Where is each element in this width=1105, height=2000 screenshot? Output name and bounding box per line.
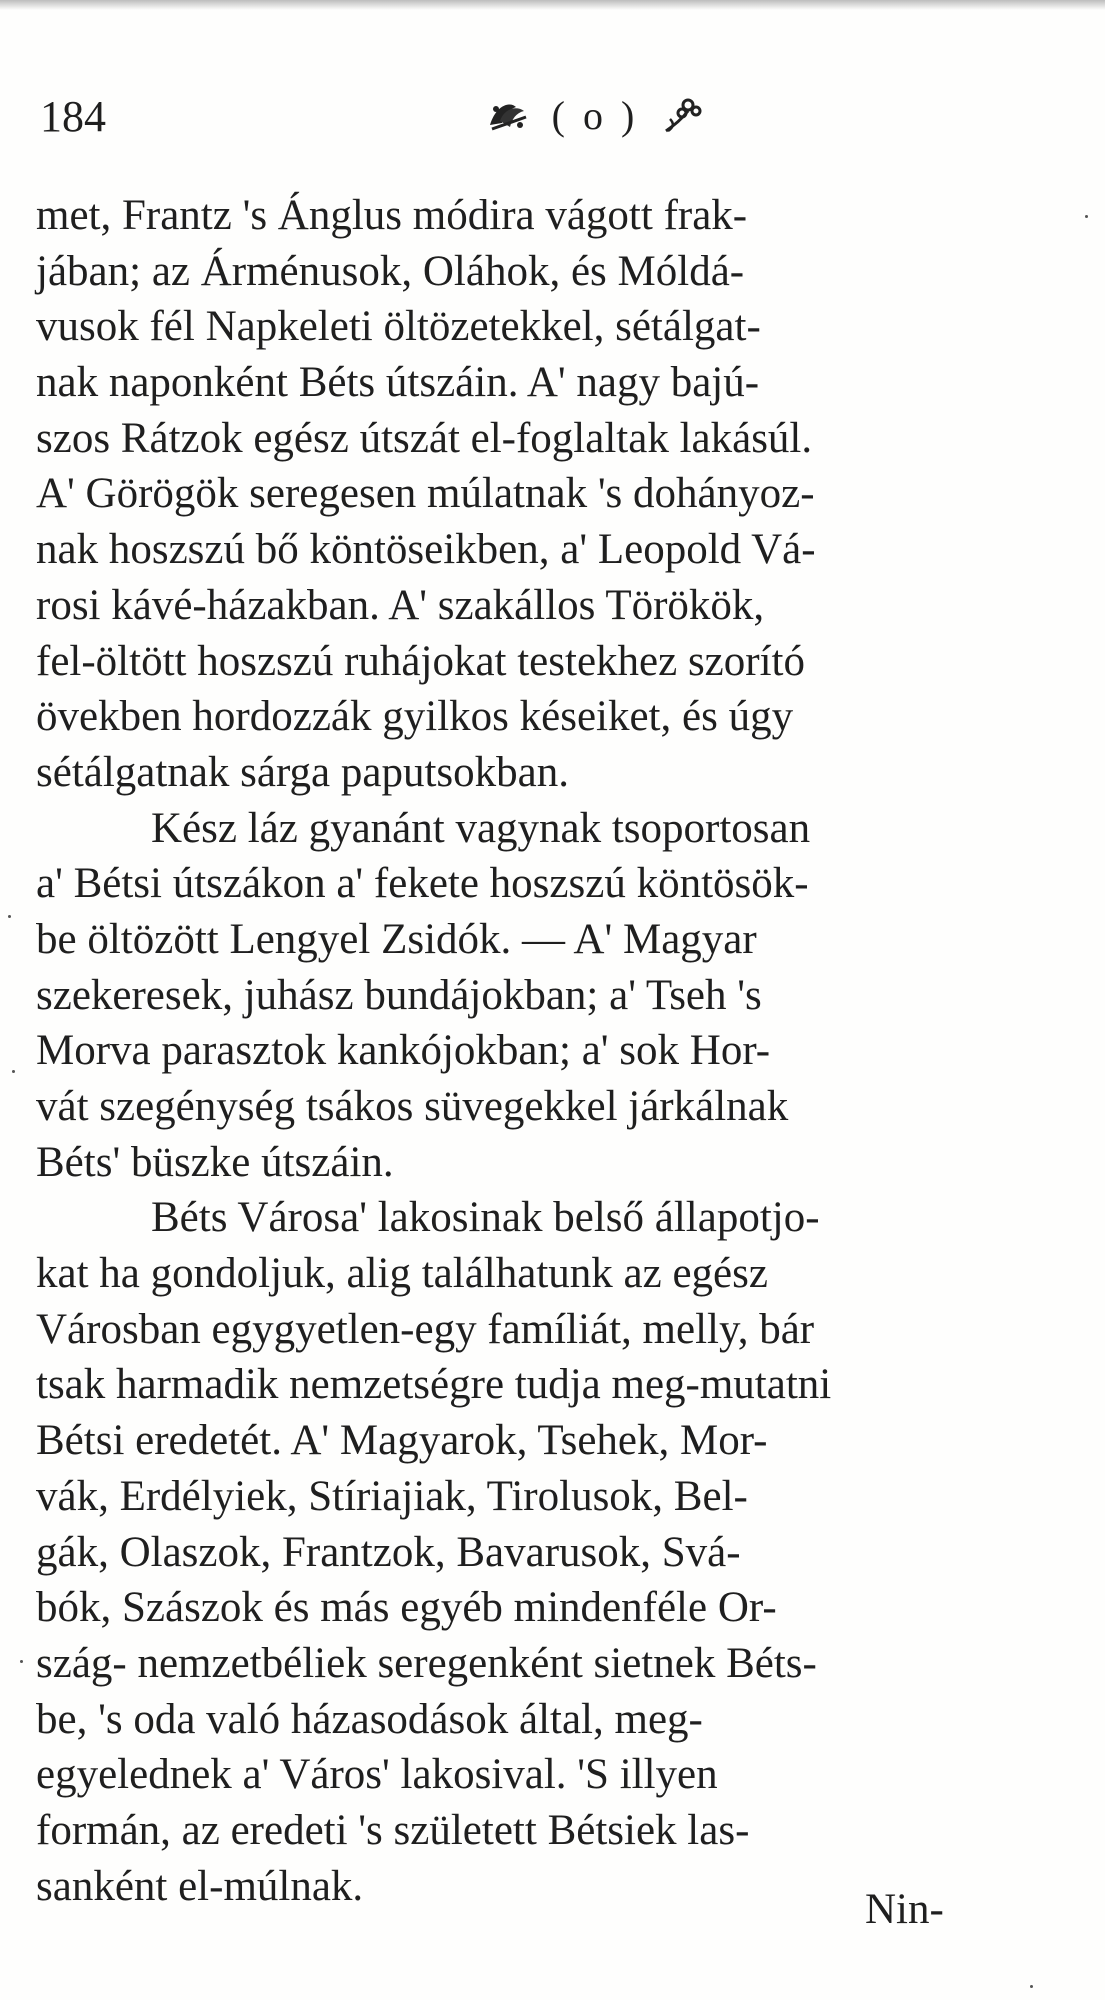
text-line: sanként el-múlnak.: [36, 1862, 364, 1910]
leaf-ornament-icon: [486, 95, 530, 135]
text-line: jában; az Árménusok, Oláhok, és Móldá-: [36, 247, 745, 295]
text-line: övekben hordozzák gyilkos késeiket, és úgy: [36, 693, 794, 741]
paper-speck: [20, 1660, 23, 1663]
text-line: kat ha gondoljuk, alig találhatunk az egész: [36, 1250, 768, 1298]
text-line: tsak harmadik nemzetségre tudja meg-mutatni: [36, 1361, 832, 1409]
text-line: gák, Olaszok, Frantzok, Bavarusok, Svá-: [36, 1528, 741, 1576]
text-line: sétálgatnak sárga paputsokban.: [36, 748, 569, 796]
page-number: 184: [40, 92, 106, 141]
running-head-text: ( o ): [551, 92, 639, 138]
text-line: vusok fél Napkeleti öltözetekkel, sétálgat-: [36, 303, 761, 351]
paper-speck: [1085, 215, 1088, 218]
text-line: Bétsi eredetét. A' Magyarok, Tsehek, Mor-: [36, 1417, 768, 1465]
page-top-shadow: [0, 0, 1105, 10]
text-line: szág- nemzetbéliek seregenként sietnek Béts-: [36, 1639, 817, 1687]
text-line: bók, Szászok és más egyéb mindenféle Or-: [36, 1584, 777, 1632]
text-line: nak naponként Béts útszáin. A' nagy bajú-: [36, 359, 760, 407]
text-line: A' Görögök seregesen múlatnak 's dohányoz-: [36, 470, 815, 518]
body-text: [36, 188, 1016, 1914]
text-line: be öltözött Lengyel Zsidók. — A' Magyar: [36, 915, 757, 963]
paper-speck: [8, 915, 11, 918]
text-line: szos Rátzok egész útszát el-foglaltak lakásúl.: [36, 414, 813, 462]
paper-speck: [12, 1070, 15, 1073]
text-line: formán, az eredeti 's született Bétsiek las-: [36, 1806, 750, 1854]
text-line: vát szegénység tsákos süvegekkel járkálnak: [36, 1083, 789, 1130]
text-line: egyelednek a' Város' lakosival. 'S illyen: [36, 1751, 718, 1799]
page-header: [40, 85, 1065, 155]
text-line: vák, Erdélyiek, Stíriajiak, Tirolusok, Bel-: [36, 1472, 748, 1520]
catchword: Nin-: [865, 1886, 944, 1933]
flower-ornament-icon: [660, 95, 704, 135]
text-line: be, 's oda való házasodások által, meg-: [36, 1695, 703, 1743]
text-line: fel-öltött hoszszú ruhájokat testekhez szorító: [36, 637, 805, 685]
text-line: Béts Városa' lakosinak belső állapotjo-: [151, 1194, 820, 1242]
text-line: Városban egygyetlen-egy famíliát, melly, bár: [36, 1305, 815, 1353]
paper-speck: [1030, 1985, 1033, 1988]
text-line: Béts' büszke útszáin.: [36, 1138, 394, 1186]
text-line: Kész láz gyanánt vagynak tsoportosan: [151, 804, 811, 852]
text-line: met, Frantz 's Ánglus módira vágott frak-: [36, 192, 748, 239]
text-line: Morva parasztok kankójokban; a' sok Hor-: [36, 1027, 771, 1075]
running-head: [405, 85, 785, 145]
text-line: nak hoszszú bő köntöseikben, a' Leopold Vá-: [36, 526, 816, 574]
text-line: szekeresek, juhász bundájokban; a' Tseh 's: [36, 971, 762, 1019]
text-line: a' Bétsi útszákon a' fekete hoszszú köntösök-: [36, 860, 809, 908]
text-line: rosi kávé-házakban. A' szakállos Törökök,: [36, 581, 765, 629]
